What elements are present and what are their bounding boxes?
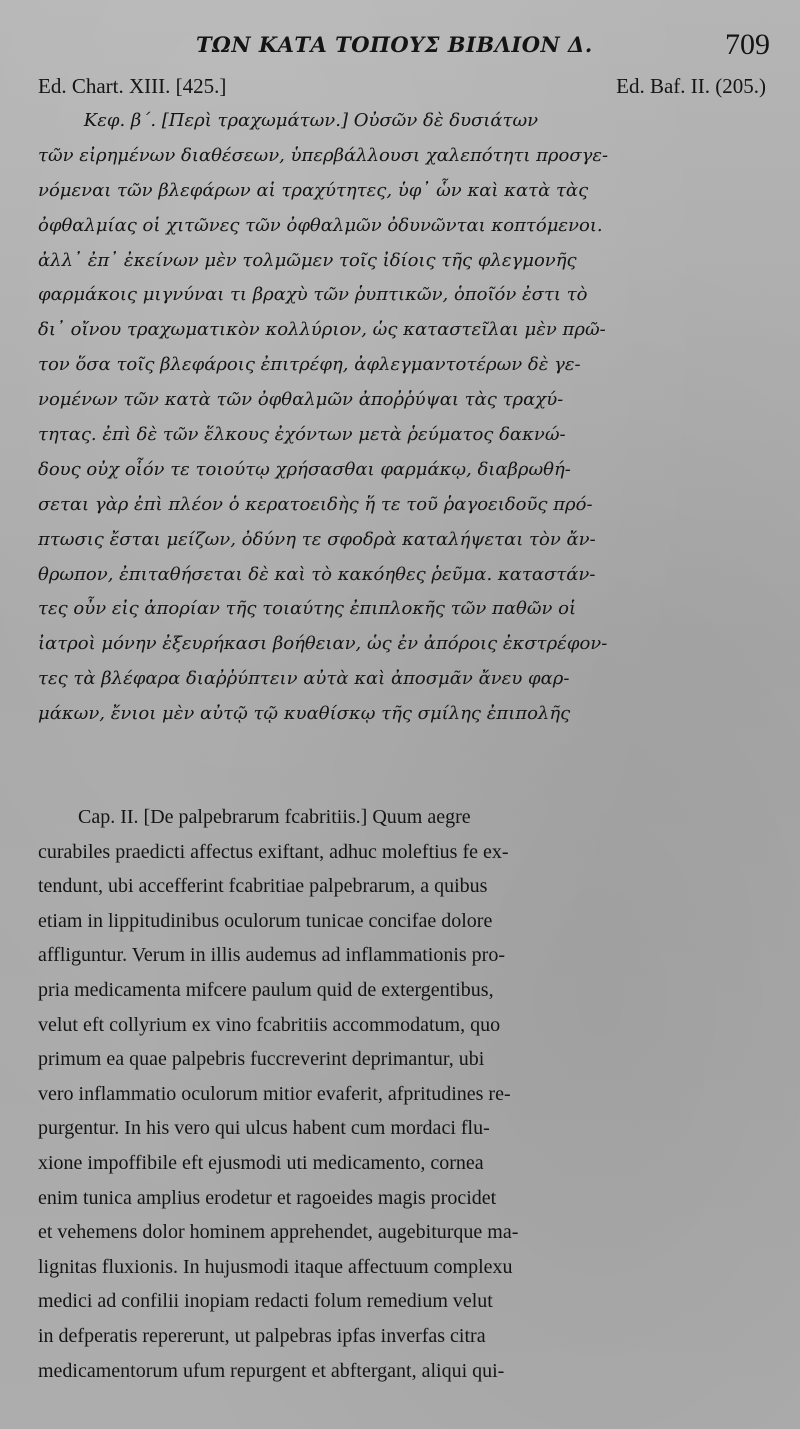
greek-line: δους οὐχ οἷόν τε τοιούτῳ χρήσασθαι φαρμάκῳ, διαβρωθή- <box>38 458 571 480</box>
greek-line: ὀφθαλμίας οἱ χιτῶνες τῶν ὀφθαλμῶν ὀδυνῶνται κοπτόμενοι. <box>38 214 603 236</box>
latin-line: curabiles praedicti affectus exiftant, adhuc moleftius fe ex- <box>38 840 509 863</box>
greek-line: ἀλλ᾽ ἐπ᾽ ἐκείνων μὲν τολμῶμεν τοῖς ἰδίοις τῆς φλεγμονῆς <box>38 249 577 271</box>
greek-line: πτωσις ἔσται μείζων, ὀδύνη τε σφοδρὰ καταλήψεται τὸν ἄν- <box>38 528 596 550</box>
latin-line: etiam in lippitudinibus oculorum tunicae concifae dolore <box>38 909 493 932</box>
greek-line: τες τὰ βλέφαρα διαῤῥύπτειν αὐτὰ καὶ ἀποσμᾶν ἄνευ φαρ- <box>38 668 570 690</box>
greek-line: φαρμάκοις μιγνύναι τι βραχὺ τῶν ῥυπτικῶν, ὁποῖόν ἐστι τὸ <box>38 284 588 306</box>
greek-line: μάκων, ἔνιοι μὲν αὐτῷ τῷ κυαθίσκῳ τῆς σμίλης ἐπιπολῆς <box>38 703 571 725</box>
greek-line: δι᾽ οἴνου τραχωματικὸν κολλύριον, ὡς καταστεῖλαι μὲν πρῶ- <box>38 319 606 341</box>
latin-line: primum ea quae palpebris fuccreverint deprimantur, ubi <box>38 1048 485 1071</box>
greek-line: ἰατροὶ μόνην ἐξευρήκασι βοήθειαν, ὡς ἐν ἀπόροις ἐκστρέφον- <box>38 633 608 655</box>
latin-line: et vehemens dolor hominem apprehendet, augebiturque ma- <box>38 1221 519 1244</box>
latin-line: lignitas fluxionis. In hujusmodi itaque affectuum complexu <box>38 1255 513 1278</box>
running-title: ΤΩΝ ΚΑΤΑ ΤΟΠΟΥΣ ΒΙΒΛΙΟΝ Δ. <box>196 32 593 57</box>
running-head <box>0 30 800 66</box>
edition-reference-right: Ed. Baf. II. (205.) <box>616 74 766 98</box>
greek-line: τητας. ἐπὶ δὲ τῶν ἕλκους ἐχόντων μετὰ ῥεύματος δακνώ- <box>38 424 566 446</box>
latin-line: xione impoffibile eft ejusmodi uti medicamento, cornea <box>38 1151 484 1174</box>
latin-line: vero inflammatio oculorum mitior evaferit, afpritudines re- <box>38 1082 511 1105</box>
latin-line: in defperatis repererunt, ut palpebras ipfas inverfas citra <box>38 1324 486 1347</box>
greek-line: θρωπον, ἐπιταθήσεται δὲ καὶ τὸ κακόηθες ῥεῦμα. καταστάν- <box>38 563 596 585</box>
greek-text-block <box>38 104 768 732</box>
greek-line: τον ὅσα τοῖς βλεφάροις ἐπιτρέφη, ἀφλεγμαντοτέρων δὲ γε- <box>38 354 581 376</box>
greek-line: τῶν εἰρημένων διαθέσεων, ὑπερβάλλουσι χαλεπότητι προσγε- <box>38 144 609 166</box>
greek-line: νόμεναι τῶν βλεφάρων αἱ τραχύτητες, ὑφ᾽ ὧν καὶ κατὰ τὰς <box>38 179 589 201</box>
latin-line: pria medicamenta mifcere paulum quid de extergentibus, <box>38 978 494 1001</box>
greek-line: σεται γὰρ ἐπὶ πλέον ὁ κερατοειδὴς ἥ τε τοῦ ῥαγοειδοῦς πρό- <box>38 493 593 515</box>
edition-references <box>38 74 766 104</box>
edition-reference-left: Ed. Chart. XIII. [425.] <box>38 74 227 98</box>
greek-line: τες οὖν εἰς ἀπορίαν τῆς τοιαύτης ἐπιπλοκῆς τῶν παθῶν οἱ <box>38 598 577 620</box>
latin-line: purgentur. In his vero qui ulcus habent cum mordaci flu- <box>38 1117 490 1140</box>
latin-line: medicamentorum ufum repurgent et abftergant, aliqui qui- <box>38 1359 505 1382</box>
latin-line: velut eft collyrium ex vino fcabritiis accommodatum, quo <box>38 1013 501 1036</box>
latin-line: medici ad confilii inopiam redacti folum remedium velut <box>38 1290 493 1313</box>
latin-line: Cap. II. [De palpebrarum fcabritiis.] Quum aegre <box>38 806 471 828</box>
greek-line: νομένων τῶν κατὰ τῶν ὀφθαλμῶν ἀποῤῥύψαι τὰς τραχύ- <box>38 389 564 411</box>
latin-line: tendunt, ubi accefferint fcabritiae palpebrarum, a quibus <box>38 875 488 898</box>
latin-line: enim tunica amplius erodetur et ragoeides magis procidet <box>38 1186 497 1209</box>
latin-line: affliguntur. Verum in illis audemus ad inflammationis pro- <box>38 944 505 967</box>
latin-text-block <box>38 800 768 1388</box>
greek-line: Κεφ. β΄. [Περὶ τραχωμάτων.] Οὐσῶν δὲ δυσιάτων <box>38 110 539 131</box>
page-number: 709 <box>725 28 770 61</box>
